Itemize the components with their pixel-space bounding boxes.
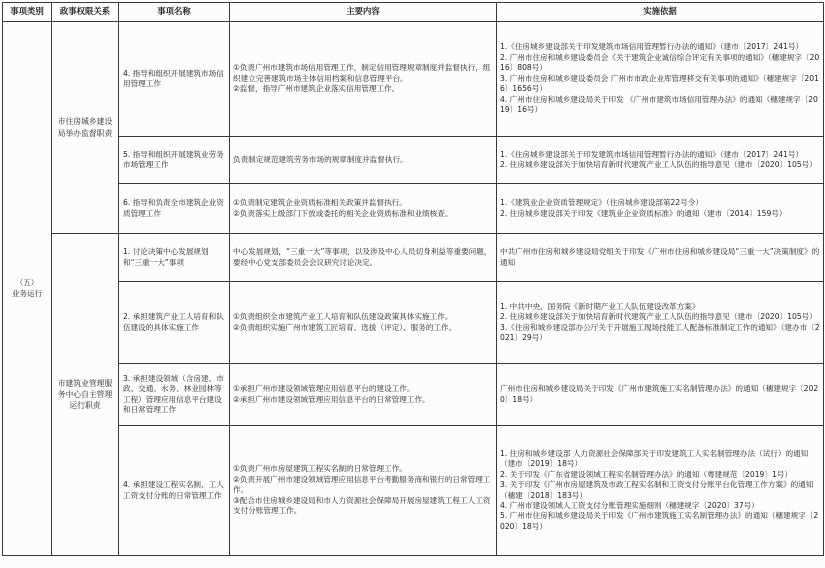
content-line: ①负责广州市建筑市场信用管理工作，制定信用管理规章制度并监督执行，组织建立完善建筑市场主体信用档案和信息管理平台。 <box>233 63 491 83</box>
basis-line: 广州市住房和城乡建设局关于印发《广州市建筑施工实名制管理办法》的通知（穗建规字〔2020〕18号） <box>500 384 819 404</box>
content-line: ①负责广州市房屋建筑工程实名制的日常管理工作。 <box>233 464 407 474</box>
basis-line: 1. 中共中央、国务院《新时期产业工人队伍建设改革方案》 <box>500 301 700 311</box>
content-line: ③配合市住房城乡建设局和市人力资源社会保障局开展房屋建筑工程工人工资支付分账管理工作。 <box>233 495 491 516</box>
basis <box>497 184 824 234</box>
relation-cell-self-management: 市建筑业管理服务中心自主管理运行职责 <box>52 234 119 556</box>
header-main-content: 主要内容 <box>230 3 497 22</box>
header-category: 事项类别 <box>3 3 52 22</box>
basis-line: 2. 住房城乡建设部关于加快培育新时代建筑产业工人队伍的指导意见（建市〔2020〕105号） <box>500 160 817 169</box>
basis-line: 3.《住房和城乡建设部办公厅关于开展施工现场技能工人配备标准制定工作的通知》（建办市〔2021〕29号） <box>500 322 820 342</box>
basis-line: 5. 广州市住房和城乡建设局关于印发《广州市建筑施工实名制管理办法》的通知（穗建规字〔2020〕18号） <box>500 511 819 531</box>
content-line: ②承担广州市建设领域管理应用信息平台的日常管理工作。 <box>233 394 430 404</box>
content-line: ①承担广州市建设领域管理应用信息平台的建设工作。 <box>233 384 415 394</box>
header-row <box>3 3 824 22</box>
header-basis: 实施依据 <box>497 3 824 22</box>
table-row <box>3 234 824 282</box>
item-name: 1. 讨论决策中心发展规划和“三重一大”事项 <box>119 234 230 282</box>
basis-line: 1. 住房和城乡建设部 人力资源社会保障部关于印发建筑工人实名制管理办法（试行）的通知（建市〔2019〕18号） <box>500 448 809 469</box>
main-content <box>230 184 497 234</box>
main-content <box>230 234 497 282</box>
content-line: ②负责落实上级部门下放或委托的相关企业资质标准和业绩核查。 <box>233 208 453 218</box>
table-row <box>3 137 824 184</box>
basis <box>497 22 824 137</box>
responsibility-table <box>2 2 824 556</box>
table-row <box>3 364 824 426</box>
basis-line: 3. 关于印发《广州市房屋建筑及市政工程实名制和工资支付分账平台化管理工作方案》的通知（穗建〔2018〕183号） <box>500 480 814 500</box>
item-name: 5. 指导和组织开展建筑业劳务市场管理工作 <box>119 137 230 184</box>
basis-line: 1.《建筑业企业资质管理规定》（住房城乡建设部第22号令） <box>500 198 703 208</box>
relation-cell-supervision: 市住房城乡建设局举办监督职责 <box>52 22 119 234</box>
main-content <box>230 22 497 137</box>
basis-line: 3. 广州市住房和城乡建设委员会 广州市市政企业库管理移交有关事项的通知》（穗建规字〔2016〕1656号） <box>500 73 819 94</box>
main-content <box>230 282 497 364</box>
item-name: 6. 指导和负责全市建筑企业资质管理工作 <box>119 184 230 234</box>
content-line: ①负责制定建筑企业资质标准相关政策并监督执行。 <box>233 198 407 208</box>
basis <box>497 364 824 426</box>
basis-line: 1.《住房城乡建设部关于印发建筑市场信用管理暂行办法的通知》（建市〔2017〕241号） <box>500 42 804 52</box>
basis-line: 2. 广州市住房和城乡建设委员会《关于建筑企业诚信综合评定有关事项的通知》（穗建规字〔2016〕808号） <box>500 52 820 73</box>
basis-line: 2. 住房城乡建设部关于加快培育新时代建筑产业工人队伍的指导意见（建市〔2020〕105号） <box>500 312 817 322</box>
main-content <box>230 137 497 184</box>
basis-line: 4. 广州市建设领域人工资支付分账管理实施细则（穗建规字〔2020〕37号） <box>500 500 759 510</box>
basis-line: 1.《住房城乡建设部关于印发建筑市场信用管理暂行办法的通知》（建市〔2017〕241号） <box>500 149 804 159</box>
item-name: 4. 承担建设工程实名制、工人工资支付分账的日常管理工作 <box>119 426 230 556</box>
item-name: 3. 承担建设领域（含房建、市政、交通、水务、林业园林等工程）管理应用信息平台建设和日常管理工作 <box>119 364 230 426</box>
table-row <box>3 22 824 137</box>
basis <box>497 137 824 184</box>
header-item-name: 事项名称 <box>119 3 230 22</box>
basis <box>497 234 824 282</box>
basis-line: 2. 住房城乡建设部关于印发《建筑业企业资质标准》的通知（建市〔2014〕159号） <box>500 208 787 218</box>
table-row <box>3 426 824 556</box>
table-row <box>3 282 824 364</box>
table-row <box>3 184 824 234</box>
basis-line: 中共广州市住房和城乡建设局党组关于印发《广州市住房和城乡建设局“三重一大”决策制度》的通知 <box>500 247 820 267</box>
content-line: ①负责组织全市建筑产业工人培育和队伍建设政策具体实施工作。 <box>233 312 453 322</box>
content-line: ②监督，指导广州市建筑企业落实信用管理工作。 <box>233 84 400 94</box>
item-name: 2. 承担建筑产业工人培育和队伍建设的具体实施工作 <box>119 282 230 364</box>
content-line: 负责制定规范建筑劳务市场的规章制度并监督执行。 <box>233 154 408 164</box>
header-relation: 政事权限关系 <box>52 3 119 22</box>
basis <box>497 426 824 556</box>
main-content <box>230 364 497 426</box>
category-cell: （五） 业务运行 <box>3 22 52 556</box>
basis-line: 4. 广州市住房和城乡建设局关于印发 《广州市建筑市场信用管理办法》的通知（穗建规字〔2019〕16号） <box>500 94 818 115</box>
content-line: ②负责组织实施广州市建筑工匠培育、选拔（评定）、服务的工作。 <box>233 322 457 332</box>
basis <box>497 282 824 364</box>
main-content <box>230 426 497 556</box>
content-line: ②负责开展广州市建设领域管理应用信息平台考勤服务商和银行的日常管理工作。 <box>233 474 491 495</box>
basis-line: 2. 关于印发《广东省建设领域工程实名制管理办法》的通知（粤建规范〔2019〕1号） <box>500 469 792 479</box>
item-name: 4. 指导和组织开展建筑市场信用管理工作 <box>119 22 230 137</box>
content-line: 中心发展规划，“三重一大”等事项，以及涉及中心人员切身利益等重要问题，要经中心党支部委员会会议研究讨论决定。 <box>233 247 492 267</box>
